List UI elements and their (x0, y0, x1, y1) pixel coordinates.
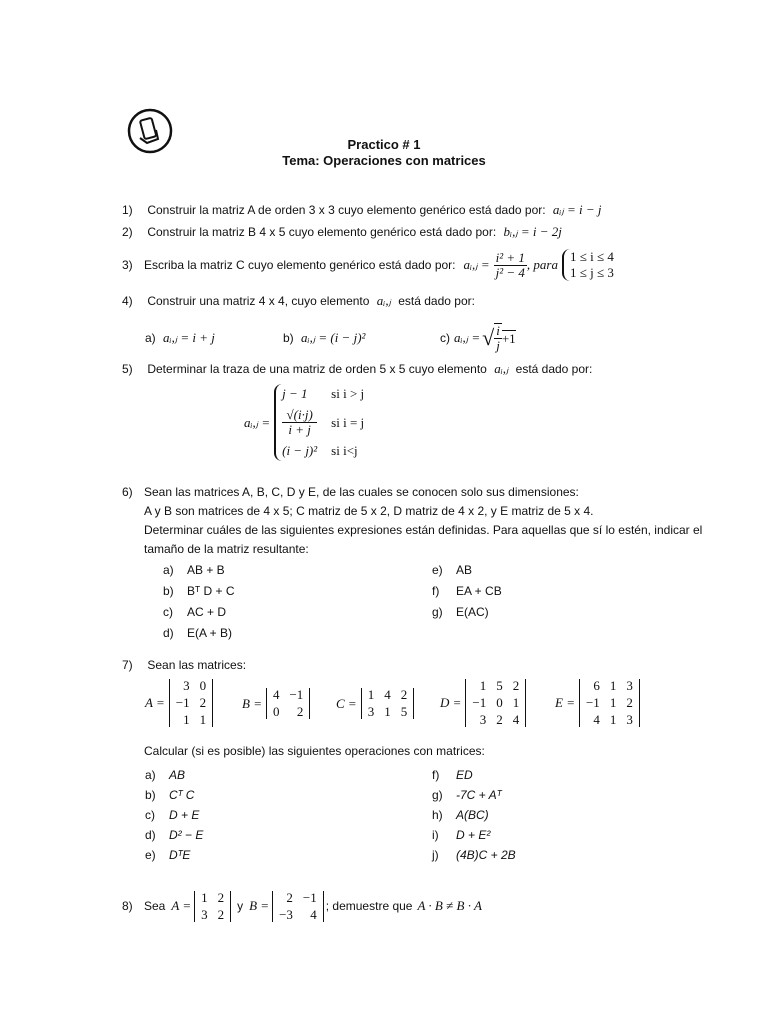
problem-number: 7) (122, 658, 133, 672)
problem-7-right-list (432, 765, 516, 865)
sqrt-sign: √ (482, 325, 495, 350)
list-item: c) D + E (145, 808, 200, 822)
list-item: e) DᵀE (145, 848, 191, 862)
formula: aᵢ,ⱼ = i + j (163, 330, 215, 345)
list-item: j) (4B)C + 2B (432, 848, 516, 862)
item-label: b) (283, 331, 294, 345)
matrix-b: 2 −1 −3 4 (272, 891, 324, 922)
problem-7 (122, 658, 246, 672)
matrix-name: A = (145, 695, 165, 710)
formula: aᵢⱼ = i − j (552, 202, 602, 217)
list-item: h) A(BC) (432, 808, 489, 822)
case-1-value: j − 1 (282, 386, 308, 401)
problem-text: Determinar la traza de una matriz de orden 5 x 5 cuyo elemento (147, 362, 487, 376)
matrix-brackets: 4 −1 0 2 (266, 688, 310, 719)
problem-4c (440, 318, 516, 358)
matrix-brackets: 6 1 3 −1 1 2 4 1 3 (579, 679, 640, 727)
matrix-b-name: B = (249, 898, 270, 913)
problem-4b (283, 330, 365, 346)
page-subtitle: Tema: Operaciones con matrices (282, 153, 486, 168)
numerator: i (496, 323, 500, 338)
problem-5 (122, 361, 592, 377)
matrix-name: D = (440, 695, 462, 710)
problem-4a (145, 330, 215, 346)
list-item: e) AB (432, 563, 473, 577)
problem-number: 2) (122, 225, 133, 239)
problem-text: Sean las matrices: (147, 658, 247, 672)
problem-3 (122, 245, 614, 285)
problem-number: 5) (122, 362, 133, 376)
list-item: a) AB + B (163, 563, 225, 577)
matrix-d (440, 679, 526, 727)
problem-text: Escriba la matriz C cuyo elemento genérico está dado por: (144, 258, 456, 272)
piecewise-definition (244, 384, 364, 461)
formula-lhs: aᵢ,ⱼ = (454, 330, 481, 345)
condition-i: 1 ≤ i ≤ 4 (569, 249, 614, 264)
list-item: f) EA + CB (432, 584, 502, 598)
matrix-a: 1 2 3 2 (194, 891, 231, 922)
element-symbol: aᵢ,ⱼ (494, 361, 509, 376)
item-label: c) (440, 331, 450, 345)
matrix-e (555, 679, 640, 727)
list-item: g) E(AC) (432, 605, 489, 619)
problem-text: ; demuestre que (325, 899, 413, 913)
case-3-cond: si i<j (331, 443, 358, 458)
matrix-a (145, 679, 213, 727)
problem-1 (122, 202, 602, 218)
problem-8 (122, 886, 482, 926)
matrix-c (336, 688, 414, 719)
list-item: d) E(A + B) (163, 626, 233, 640)
case-2-value (282, 408, 317, 437)
problem-text: está dado por: (398, 294, 475, 308)
matrix-name: B = (242, 695, 262, 711)
condition-j: 1 ≤ j ≤ 3 (569, 265, 614, 280)
list-item: g) -7C + Aᵀ (432, 788, 502, 802)
element-symbol: aᵢ,ⱼ (376, 293, 391, 308)
denominator: i + j (288, 422, 311, 437)
matrix-brackets: 1 5 2 −1 0 1 3 2 4 (465, 679, 526, 727)
sqrt-tail: +1 (501, 330, 516, 346)
denominator: j (496, 338, 500, 353)
matrix-name: E = (555, 695, 575, 710)
formula: bᵢ,ⱼ = i − 2j (503, 224, 562, 239)
line-2: A y B son matrices de 4 x 5; C matriz de 5 x 2, D matriz de 4 x 2, y E matriz de 5 x 4. (144, 504, 594, 518)
sea-word: Sea (144, 899, 166, 913)
list-item: i) D + E² (432, 828, 491, 842)
matrix-brackets: 1 4 2 3 1 5 (361, 688, 415, 719)
problem-6-right-list (432, 560, 502, 623)
line-1: Sean las matrices A, B, C, D y E, de las cuales se conocen solo sus dimensiones: (144, 485, 579, 499)
formula-lhs: aᵢ,ⱼ = (244, 414, 271, 430)
matrix-b (242, 688, 310, 719)
problem-text: Construir la matriz B 4 x 5 cuyo elemento genérico está dado por: (147, 225, 497, 239)
problem-4 (122, 293, 475, 309)
case-3-value: (i − j)² (282, 443, 318, 458)
list-item: b) Cᵀ C (145, 788, 195, 802)
formula-lhs: aᵢ,ⱼ = (463, 257, 490, 272)
problem-number: 8) (122, 899, 133, 913)
case-2-cond: si i = j (331, 414, 365, 430)
calc-instruction: Calcular (si es posible) las siguientes operaciones con matrices: (144, 744, 485, 758)
case-1-cond: si i > j (331, 386, 365, 401)
problem-text: está dado por: (515, 362, 593, 376)
matrix-name: C = (336, 695, 357, 711)
formula: aᵢ,ⱼ = (i − j)² (301, 330, 366, 345)
problem-6 (122, 483, 702, 559)
page-title: Practico # 1 (347, 137, 421, 152)
line-3: Determinar cuáles de las siguientes expresiones están definidas. Para aquellas que sí lo estén, indicar el (144, 523, 703, 537)
line-4: tamaño de la matriz resultante: (144, 542, 309, 556)
numerator: √(i·j) (282, 408, 317, 423)
problem-number: 6) (122, 485, 133, 499)
list-item: d) D² − E (145, 828, 204, 842)
problem-number: 3) (122, 258, 133, 272)
para-word: , para (526, 257, 558, 272)
problem-2 (122, 224, 562, 240)
problem-7-left-list (145, 765, 203, 865)
item-label: a) (145, 331, 156, 345)
problem-6-left-list (163, 560, 235, 644)
fraction (494, 323, 502, 353)
list-item: f) ED (432, 768, 473, 782)
list-item: c) AC + D (163, 605, 227, 619)
problem-number: 1) (122, 203, 133, 217)
problem-number: 4) (122, 294, 133, 308)
problem-text: Construir la matriz A de orden 3 x 3 cuyo elemento genérico está dado por: (147, 203, 546, 217)
formula: A · B ≠ B · A (417, 898, 482, 913)
problem-text: Construir una matriz 4 x 4, cuyo elemento (147, 294, 370, 308)
denominator: j² − 4 (495, 264, 525, 280)
conditions (562, 249, 614, 281)
matrix-brackets: 3 0 −1 2 1 1 (169, 679, 213, 727)
matrix-a-name: A = (171, 898, 192, 913)
y-word: y (237, 899, 244, 913)
cases-brace (274, 384, 364, 461)
list-item: b) Bᵀ D + C (163, 584, 235, 598)
fraction (494, 251, 527, 280)
numerator: i² + 1 (495, 249, 525, 265)
list-item: a) AB (145, 768, 186, 782)
